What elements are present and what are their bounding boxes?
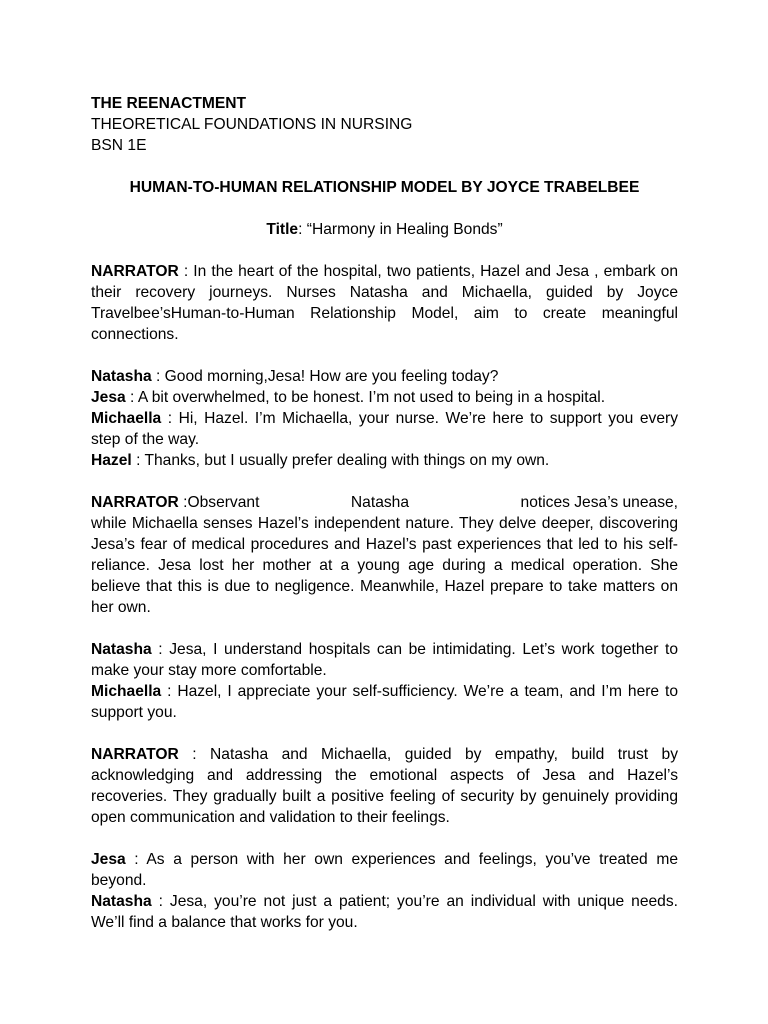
dialogue-text: Natasha and Michaella, guided by empathy, build trust by acknowledging and addressing the emotional aspects of Jesa and Hazel’s recoveries. They gradually built a positive feeling of security by genuinely providing open communication and validation to their feelings. xyxy=(91,746,679,826)
script-block-1 xyxy=(91,261,678,345)
document-header xyxy=(91,93,678,156)
narrator-lead-start xyxy=(91,492,259,513)
dialogue-text: Thanks, but I usually prefer dealing with things on my own. xyxy=(144,452,550,469)
dialogue-line xyxy=(91,387,678,408)
script-block-6 xyxy=(91,849,678,933)
speaker-separator: : xyxy=(161,410,179,427)
dialogue-text: Jesa, I understand hospitals can be intimidating. Let’s work together to make your stay more comfortable. xyxy=(91,641,678,679)
speaker-separator: : xyxy=(125,389,138,406)
script-block-5 xyxy=(91,744,678,828)
document-page xyxy=(91,93,678,933)
dialogue-line xyxy=(91,891,678,933)
speaker-name: Jesa xyxy=(91,851,126,868)
course-name: THEORETICAL FOUNDATIONS IN NURSING xyxy=(91,116,413,133)
dialogue-text: As a person with her own experiences and feelings, you’ve treated me beyond. xyxy=(91,851,678,889)
speaker-separator: : xyxy=(178,494,188,511)
speaker-name: Jesa xyxy=(91,389,126,406)
speaker-name: Michaella xyxy=(91,683,162,700)
document-title: THE REENACTMENT xyxy=(91,95,247,112)
dialogue-line xyxy=(91,366,678,387)
speaker-name: Natasha xyxy=(91,641,152,658)
lead-word-2: Natasha xyxy=(350,494,410,511)
dialogue-line xyxy=(91,408,678,450)
speaker-separator: : xyxy=(161,683,178,700)
dialogue-text: Hazel, I appreciate your self-sufficiency. We’re a team, and I’m here to support you. xyxy=(91,683,678,721)
speaker-separator: : xyxy=(151,641,170,658)
dialogue-text: Jesa, you’re not just a patient; you’re an individual with unique needs. We’ll find a balance that works for you. xyxy=(91,893,678,931)
speaker-name: NARRATOR xyxy=(91,263,179,280)
dialogue-line xyxy=(91,450,678,471)
narrator-lead-line xyxy=(91,492,678,513)
dialogue-text: Hi, Hazel. I’m Michaella, your nurse. We’re here to support you every step of the way. xyxy=(91,410,678,448)
dialogue-line xyxy=(91,681,678,723)
model-heading: HUMAN-TO-HUMAN RELATIONSHIP MODEL BY JOYCE TRABELBEE xyxy=(129,179,640,196)
dialogue-line xyxy=(91,639,678,681)
dialogue-text: A bit overwhelmed, to be honest. I’m not used to being in a hospital. xyxy=(137,389,606,406)
dialogue-line xyxy=(91,849,678,891)
speaker-name: Natasha xyxy=(91,893,152,910)
title-label: Title xyxy=(266,221,299,238)
speaker-separator: : xyxy=(125,851,147,868)
speaker-separator: : xyxy=(151,893,170,910)
class-section: BSN 1E xyxy=(91,137,147,154)
lead-word-1: Observant xyxy=(187,494,260,511)
dialogue-text: In the heart of the hospital, two patients, Hazel and Jesa , embark on their recovery journeys. Nurses Natasha and Michaella, guided by Joyce Travelbee’sHuman-to-Human Relationship Model, aim to create meaningful connections. xyxy=(91,263,679,343)
script-block-4 xyxy=(91,639,678,723)
dialogue-text: Good morning,Jesa! How are you feeling today? xyxy=(164,368,499,385)
narrator-line xyxy=(91,744,678,828)
script-block-3 xyxy=(91,492,678,618)
title-separator: : xyxy=(298,221,307,238)
speaker-name: Michaella xyxy=(91,410,162,427)
speaker-name: NARRATOR xyxy=(91,746,179,763)
play-title xyxy=(91,219,678,240)
narrator-line: while Michaella senses Hazel’s independent nature. They delve deeper, discovering Jesa’s fear of medical procedures and Hazel’s past experiences that led to his self-reliance. Jesa lost her mother at a young age during a medical operation. She believe that this is due to negligence. Meanwhile, Hazel prepare to take matters on her own. xyxy=(91,515,678,616)
speaker-separator: : xyxy=(131,452,145,469)
speaker-name: NARRATOR xyxy=(91,494,179,511)
script-block-2 xyxy=(91,366,678,471)
speaker-separator: : xyxy=(178,746,211,763)
speaker-name: Natasha xyxy=(91,368,152,385)
title-value: “Harmony in Healing Bonds” xyxy=(306,221,503,238)
speaker-name: Hazel xyxy=(91,452,132,469)
speaker-separator: : xyxy=(178,263,194,280)
lead-word-3: notices Jesa’s unease, xyxy=(520,494,678,511)
speaker-separator: : xyxy=(151,368,165,385)
narrator-line xyxy=(91,261,678,345)
